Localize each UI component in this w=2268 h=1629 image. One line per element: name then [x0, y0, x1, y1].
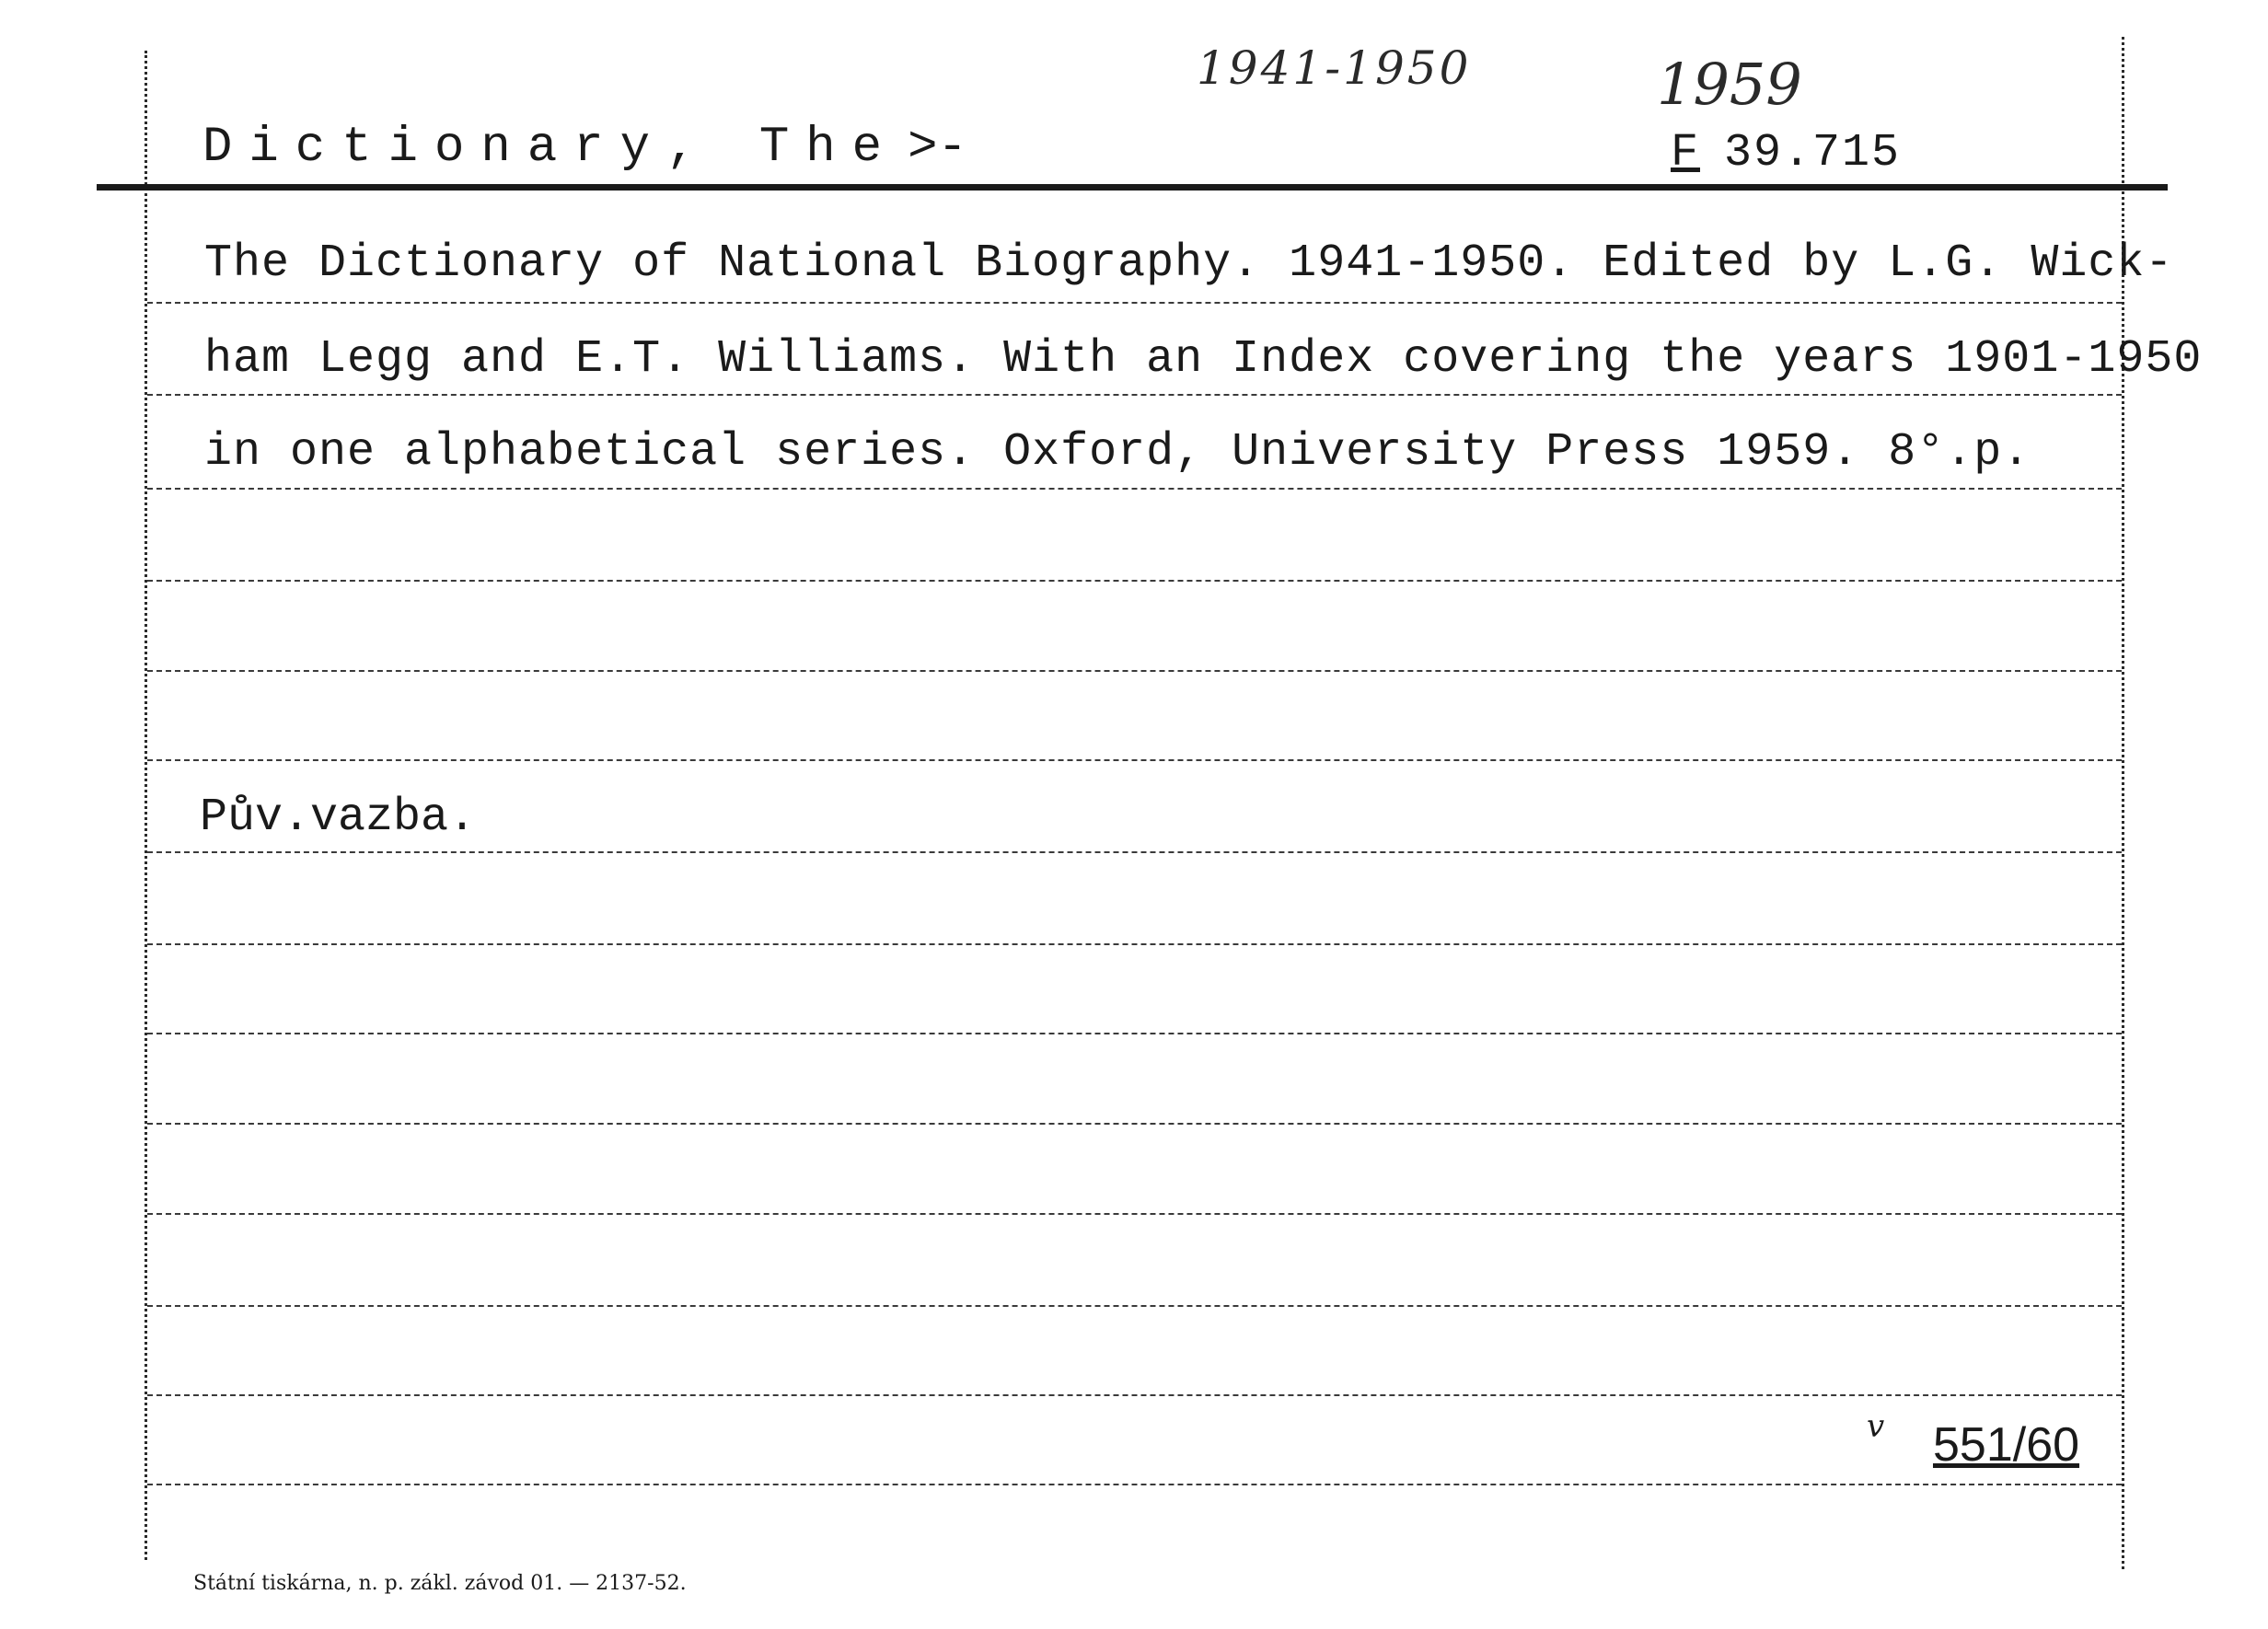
handwritten-years: 1941-1950: [1197, 41, 1472, 95]
ruled-line: [147, 394, 2122, 396]
ruled-line: [147, 759, 2122, 761]
ruled-line: [147, 1033, 2122, 1034]
body-line-3: in one alphabetical series. Oxford, University Press 1959. 8°.p.: [204, 426, 2031, 479]
call-number-value: 39.715: [1724, 127, 1902, 179]
ruled-line: [147, 1394, 2122, 1396]
printer-imprint: Státní tiskárna, n. p. zákl. závod 01. — 2137-52.: [193, 1572, 687, 1595]
ruled-line: [147, 1305, 2122, 1307]
ruled-line: [147, 943, 2122, 945]
check-mark: v: [1867, 1408, 1885, 1445]
ruled-line: [147, 302, 2122, 304]
handwritten-year: 1959: [1657, 51, 1802, 118]
ruled-line: [147, 1123, 2122, 1125]
ruled-line: [147, 851, 2122, 853]
ruled-line: [147, 1484, 2122, 1485]
accession-number: 551/60: [1933, 1418, 2080, 1472]
header-rule: [97, 184, 2168, 191]
card-heading: [202, 120, 967, 176]
call-number: [1671, 127, 1901, 179]
call-number-prefix: F: [1671, 127, 1701, 179]
binding-note: Pův.vazba.: [200, 791, 477, 844]
ruled-line: [147, 488, 2122, 490]
ruled-line: [147, 580, 2122, 582]
left-border: [145, 51, 147, 1560]
ruled-line: [147, 670, 2122, 672]
heading-text: Dictionary, The: [202, 120, 899, 176]
body-line-2: ham Legg and E.T. Williams. With an Index covering the years 1901-1950: [204, 333, 2203, 386]
heading-arrow: >-: [908, 120, 967, 176]
ruled-line: [147, 1213, 2122, 1215]
body-line-1: The Dictionary of National Biography. 1941-1950. Edited by L.G. Wick-: [204, 237, 2174, 290]
